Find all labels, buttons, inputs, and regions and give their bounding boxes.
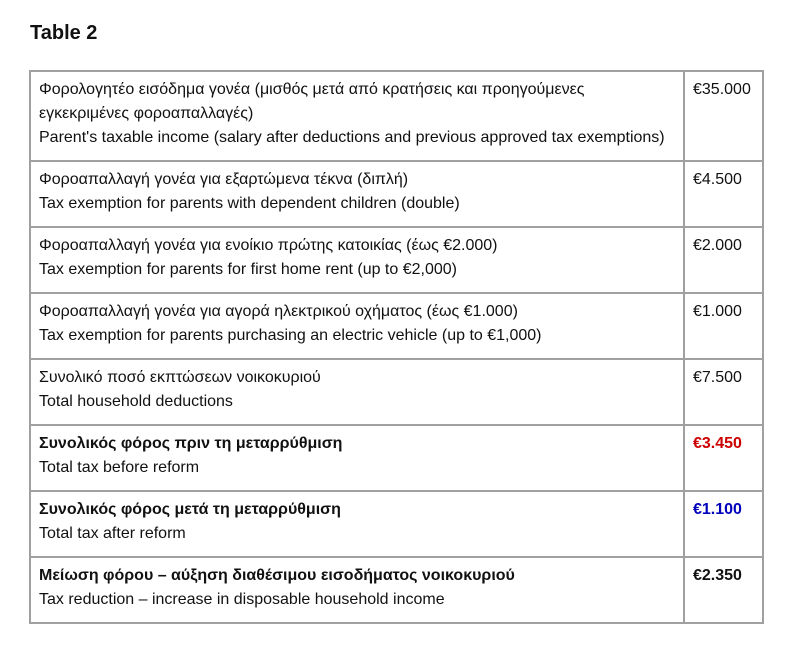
english-label: Tax exemption for parents purchasing an electric vehicle (up to €1,000) [39,327,542,344]
row-description [30,71,684,161]
greek-label: Συνολικός φόρος μετά τη μεταρρύθμιση [39,501,341,518]
total-tax-after-value: €1.100 [684,491,763,557]
total-tax-before-value: €3.450 [684,425,763,491]
row-value: €7.500 [684,359,763,425]
row-value: €4.500 [684,161,763,227]
table-row [30,293,763,359]
row-description [30,359,684,425]
english-label: Tax exemption for parents with dependent children (double) [39,195,460,212]
greek-label: Φοροαπαλλαγή γονέα για εξαρτώμενα τέκνα (διπλή) [39,171,409,188]
table-row [30,161,763,227]
table-row [30,359,763,425]
table-row [30,71,763,161]
english-label: Tax exemption for parents for first home rent (up to €2,000) [39,261,457,278]
tax-reduction-value: €2.350 [684,557,763,623]
table-row [30,227,763,293]
row-value: €2.000 [684,227,763,293]
row-description [30,161,684,227]
english-label: Parent's taxable income (salary after deductions and previous approved tax exemptions) [39,129,665,146]
row-description [30,557,684,623]
greek-label: Φορολογητέο εισόδημα γονέα (μισθός μετά από κρατήσεις και προηγούμενες εγκεκριμένες φοροαπαλλαγές) [39,81,585,122]
row-description [30,425,684,491]
greek-label: Φοροαπαλλαγή γονέα για ενοίκιο πρώτης κατοικίας (έως €2.000) [39,237,498,254]
tax-table [29,70,764,624]
greek-label: Φοροαπαλλαγή γονέα για αγορά ηλεκτρικού οχήματος (έως €1.000) [39,303,518,320]
english-label: Total tax before reform [39,459,200,476]
row-description [30,227,684,293]
english-label: Total household deductions [39,393,233,410]
table-row [30,557,763,623]
row-description [30,293,684,359]
greek-label: Μείωση φόρου – αύξηση διαθέσιμου εισοδήματος νοικοκυριού [39,567,515,584]
row-value: €35.000 [684,71,763,161]
english-label: Total tax after reform [39,525,186,542]
greek-label: Συνολικός φόρος πριν τη μεταρρύθμιση [39,435,343,452]
row-value: €1.000 [684,293,763,359]
row-description [30,491,684,557]
greek-label: Συνολικό ποσό εκπτώσεων νοικοκυριού [39,369,321,386]
table-title: Table 2 [30,22,98,44]
table-row [30,491,763,557]
table-row [30,425,763,491]
english-label: Tax reduction – increase in disposable household income [39,591,445,608]
